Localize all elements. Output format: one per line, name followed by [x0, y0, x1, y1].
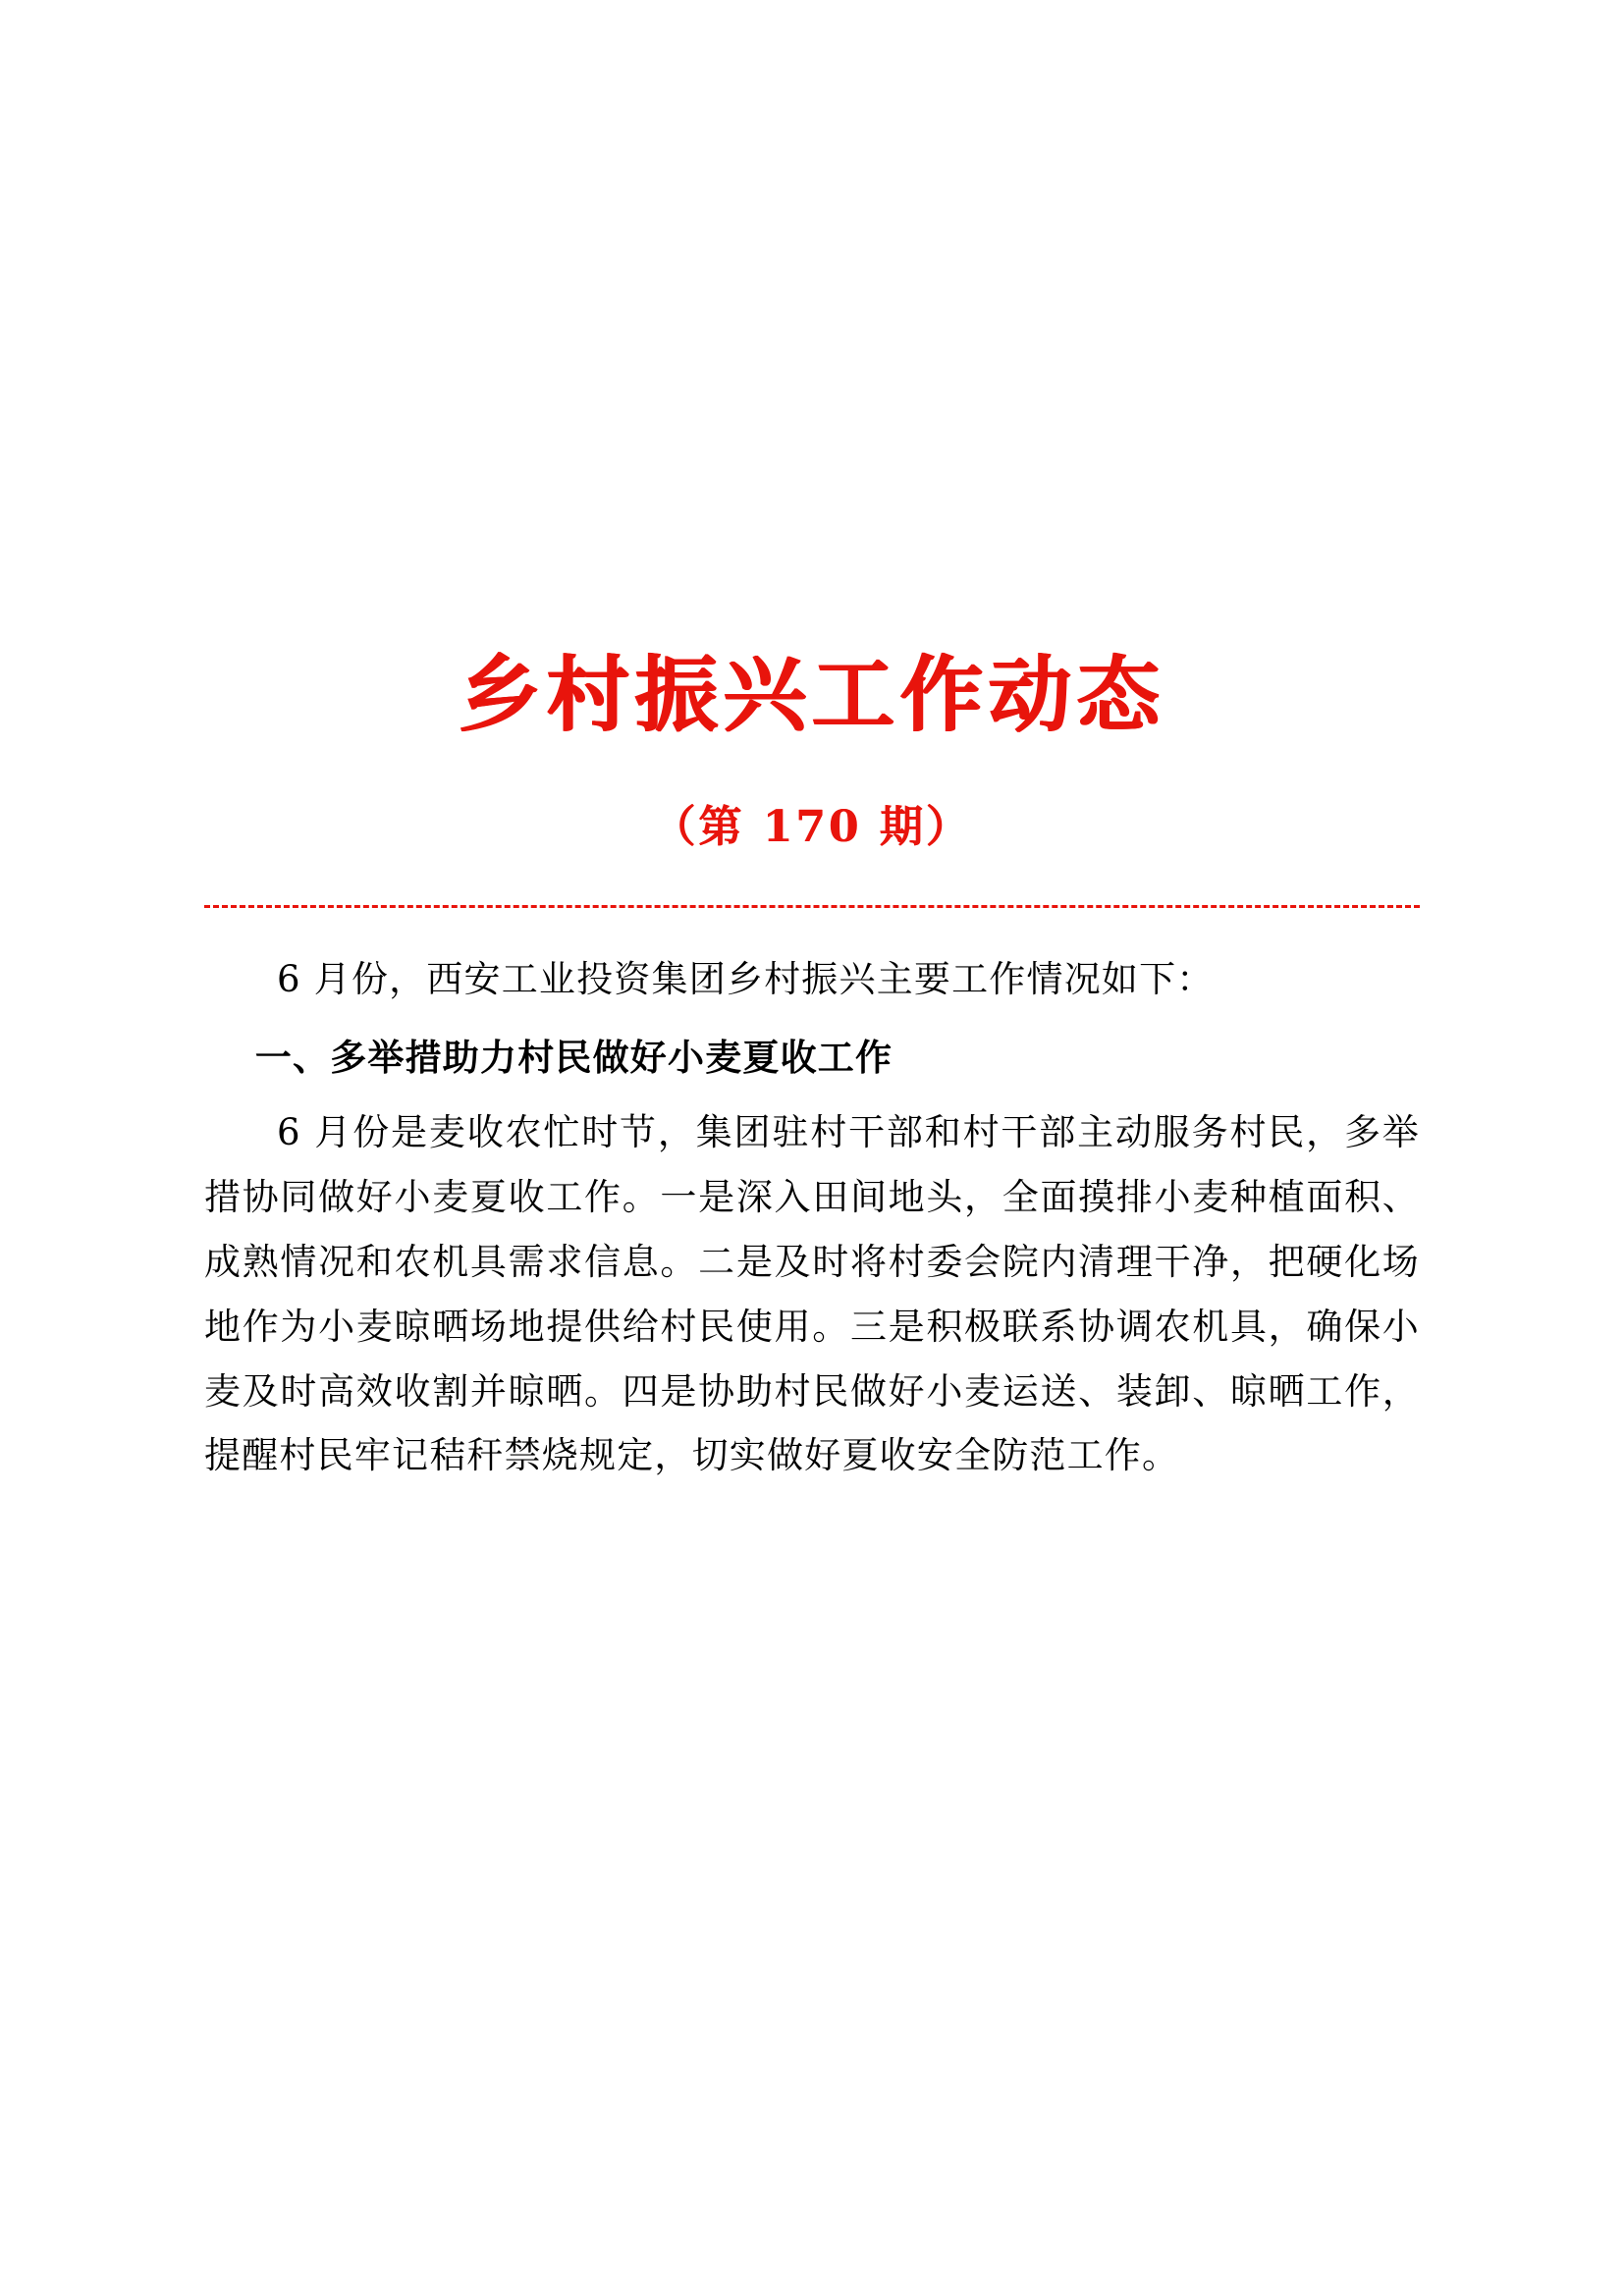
- issue-number: （第 170 期）: [652, 802, 972, 853]
- section-heading-1: 一、多举措助力村民做好小麦夏收工作: [254, 1036, 893, 1080]
- section-paragraph-1: 6 月份是麦收农忙时节，集团驻村干部和村干部主动服务村民，多举措协同做好小麦夏收工作。一是深入田间地头，全面摸排小麦种植面积、成熟情况和农机具需求信息。二是及时将村委会院内清理干净，把硬化场地作为小麦晾晒场地提供给村民使用。三是积极联系协调农机具，确保小麦及时高效收割并晾晒。四是协助村民做好小麦运送、装卸、晾晒工作，提醒村民牢记秸秆禁烧规定，切实做好夏收安全防范工作。: [204, 1111, 1420, 1477]
- document-body: [204, 908, 1420, 1488]
- intro-paragraph: 6 月份，西安工业投资集团乡村振兴主要工作情况如下：: [277, 958, 1215, 1001]
- divider: [204, 854, 1420, 908]
- page-title: 乡村振兴工作动态: [458, 646, 1165, 743]
